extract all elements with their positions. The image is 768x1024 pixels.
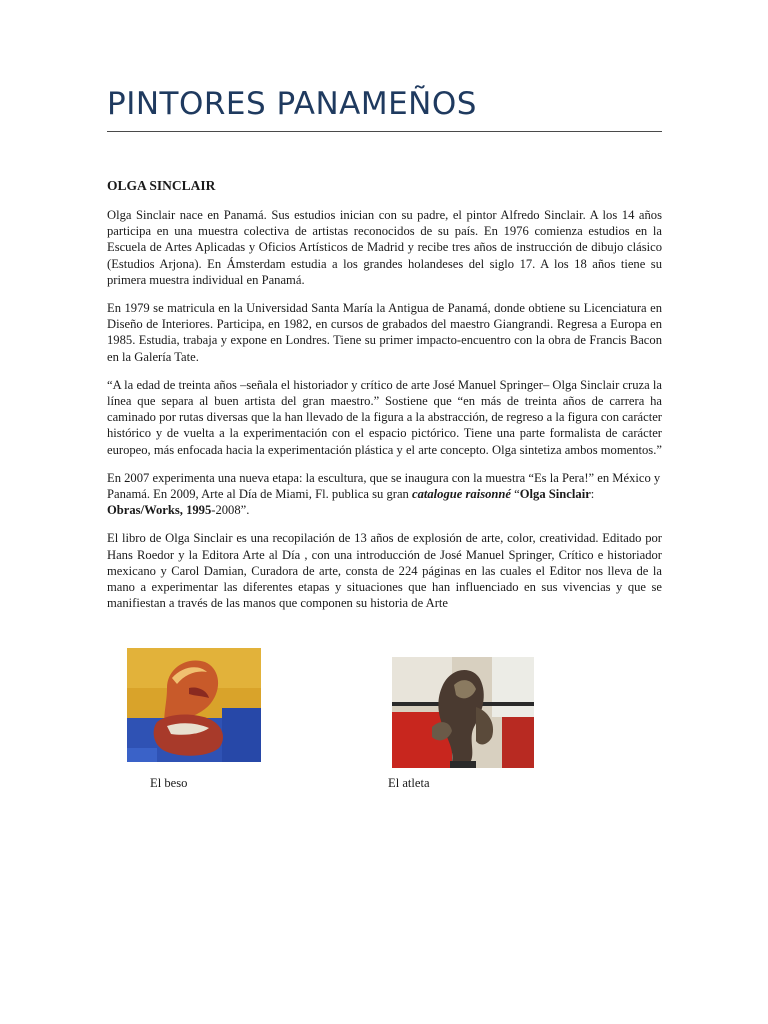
paragraph-4 (107, 470, 662, 519)
title-divider (107, 131, 662, 132)
paragraph-4-text-a: En 2007 experimenta una nueva etapa: la escultura, que se inaugura con la muestra “Es la Pera!” en México y Panamá. En 2009, Arte al Día de Miami, Fl. publica su gran (107, 470, 661, 502)
page-title: PINTORES PANAMEÑOS (107, 86, 477, 122)
paragraph-4-text-c: : (590, 487, 595, 502)
book-title-emphasis: Obras/Works, 1995 (107, 503, 212, 518)
paragraph-3: “A la edad de treinta años –señala el historiador y crítico de arte José Manuel Springer– Olga Sinclair cruza la línea que separa al buen artista del gran maestro.” Sostiene que “en más de treinta años de carrera ha caminado por rutas diversas que la han llevado de la figura a la abstracción, de regreso a la figura con carácter histórico y de vuelta a la experimentación con el espacio pictórico. Tiene una parte formalista de carácter europeo, más enfocada hacia la experimentación plástica y el arte concepto. Olga sintetiza ambos momentos.” (107, 377, 662, 457)
book-author-emphasis: Olga Sinclair (519, 487, 591, 502)
paragraph-1: Olga Sinclair nace en Panamá. Sus estudios inician con su padre, el pintor Alfredo Sinclair. A los 14 años participa en una muestra colectiva de artistas reconocidos de su país. En 1976 comienza estudios en la Escuela de Artes Aplicadas y Oficios Artísticos de Madrid y recibe tres años de instrucción de dibujo clásico (Estudios Arjona). En Ámsterdam estudia a los grandes holandeses del siglo 17. A los 18 años tiene su primera muestra individual en Panamá. (107, 208, 662, 287)
caption-el-atleta: El atleta (388, 776, 430, 790)
catalogue-raisonne-emphasis: catalogue raisonné (412, 487, 512, 502)
article-body (107, 207, 662, 623)
paragraph-5: El libro de Olga Sinclair es una recopilación de 13 años de explosión de arte, color, creatividad. Editado por Hans Roedor y la Editora Arte al Día , con una introducción de José Manuel Springer, Crítico e historiador mexicano y Carol Damian, Curadora de arte, consta de 224 páginas en las cuales el Editor nos lleva de la mano a experimentar las diferentes etapas y situaciones que han influenciado en sus vivencias y que se manifiestan a través de las manos que componen su historia de Arte (107, 531, 662, 611)
paragraph-4-text-b: “ (511, 487, 520, 502)
painting-el-atleta-image (392, 657, 534, 768)
paragraph-4-text-d: -2008”. (211, 503, 250, 518)
paragraph-2: En 1979 se matricula en la Universidad Santa María la Antigua de Panamá, donde obtiene su Licenciatura en Diseño de Interiores. Participa, en 1982, en cursos de grabados del maestro Giangrandi. Regresa a Europa en 1985. Estudia, trabaja y expone en Londres. Tiene su primer impacto-encuentro con la obra de Francis Bacon en la Galería Tate. (107, 301, 662, 364)
section-heading: OLGA SINCLAIR (107, 178, 216, 193)
painting-el-beso-image (127, 648, 261, 762)
caption-el-beso: El beso (150, 776, 188, 790)
